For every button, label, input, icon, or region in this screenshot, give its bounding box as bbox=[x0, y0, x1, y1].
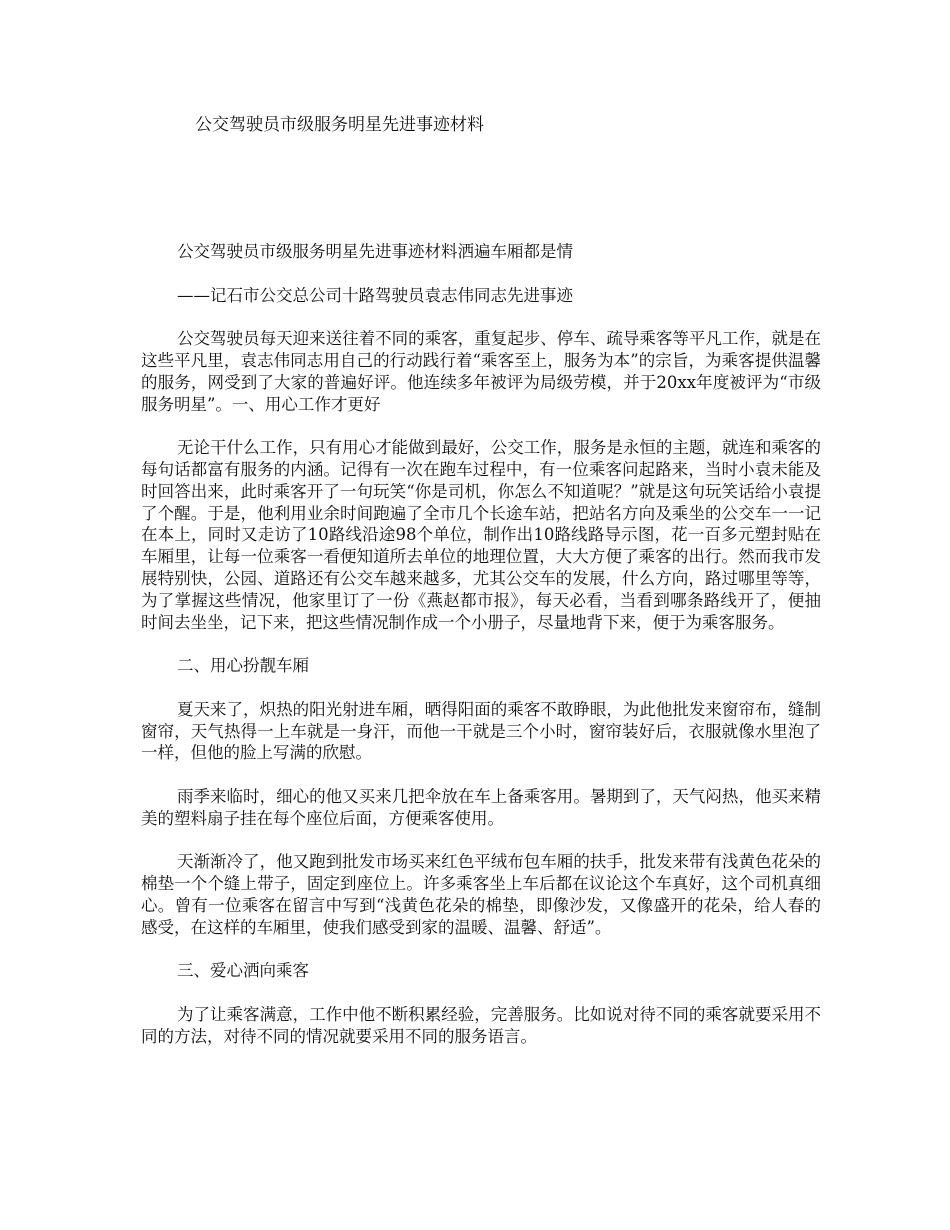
paragraph: 雨季来临时，细心的他又买来几把伞放在车上备乘客用。暑期到了，天气闷热，他买来精美的塑料扇子挂在每个座位后面，方便乘客使用。 bbox=[141, 786, 821, 828]
paragraph: 公交驾驶员每天迎来送往着不同的乘客，重复起步、停车、疏导乘客等平凡工作，就是在这些平凡里，袁志伟同志用自己的行动践行着“乘客至上，服务为本”的宗旨，为乘客提供温馨的服务，网受到了大家的普遍好评。他连续多年被评为局级劳模，并于20xx年度被评为“市级服务明星”。一、用心工作才更好 bbox=[141, 329, 821, 414]
paragraph: 天渐渐冷了，他又跑到批发市场买来红色平绒布包车厢的扶手，批发来带有浅黄色花朵的棉垫一个个缝上带子，固定到座位上。许多乘客坐上车后都在议论这个车真好，这个司机真细心。曾有一位乘客在留言中写到“浅黄色花朵的棉垫，即像沙发，又像盛开的花朵，给人春的感受，在这样的车厢里，使我们感受到家的温暖、温馨、舒适”。 bbox=[141, 852, 821, 937]
document-title: 公交驾驶员市级服务明星先进事迹材料 bbox=[195, 115, 484, 135]
document-body bbox=[141, 241, 821, 1069]
section-heading: 三、爱心洒向乘客 bbox=[177, 961, 309, 981]
paragraph: 夏天来了，炽热的阳光射进车厢，晒得阳面的乘客不敢睁眼，为此他批发来窗帘布，缝制窗帘，天气热得一上车就是一身汗，而他一干就是三个小时，窗帘装好后，衣服就像水里泡了一样，但他的脸上写满的欣慰。 bbox=[141, 699, 821, 763]
article-subtitle: ——记石市公交总公司十路驾驶员袁志伟同志先进事迹 bbox=[177, 285, 573, 305]
paragraph: 为了让乘客满意，工作中他不断积累经验，完善服务。比如说对待不同的乘客就要采用不同的方法，对待不同的情况就要采用不同的服务语言。 bbox=[141, 1004, 821, 1046]
article-title: 公交驾驶员市级服务明星先进事迹材料洒遍车厢都是情 bbox=[177, 242, 573, 261]
section-heading: 二、用心扮靓车厢 bbox=[177, 656, 309, 676]
paragraph: 无论干什么工作，只有用心才能做到最好，公交工作，服务是永恒的主题，就连和乘客的每句话都富有服务的内涵。记得有一次在跑车过程中，有一位乘客问起路来，当时小袁未能及时回答出来，此时乘客开了一句玩笑“你是司机，你怎么不知道呢？”就是这句玩笑话给小袁提了个醒。于是，他利用业余时间跑遍了全市几个长途车站，把站名方向及乘坐的公交车一一记在本上，同时又走访了10路线沿途98个单位，制作出10路线路导示图，花一百多元塑封贴在车厢里，让每一位乘客一看便知道所去单位的地理位置，大大方便了乘客的出行。然而我市发展特别快，公园、道路还有公交车越来越多，尤其公交车的发展，什么方向，路过哪里等等，为了掌握这些情况，他家里订了一份《燕赵都市报》，每天必看，当看到哪条路线开了，便抽时间去坐坐，记下来，把这些情况制作成一个小册子，尽量地背下来，便于为乘客服务。 bbox=[141, 438, 821, 632]
